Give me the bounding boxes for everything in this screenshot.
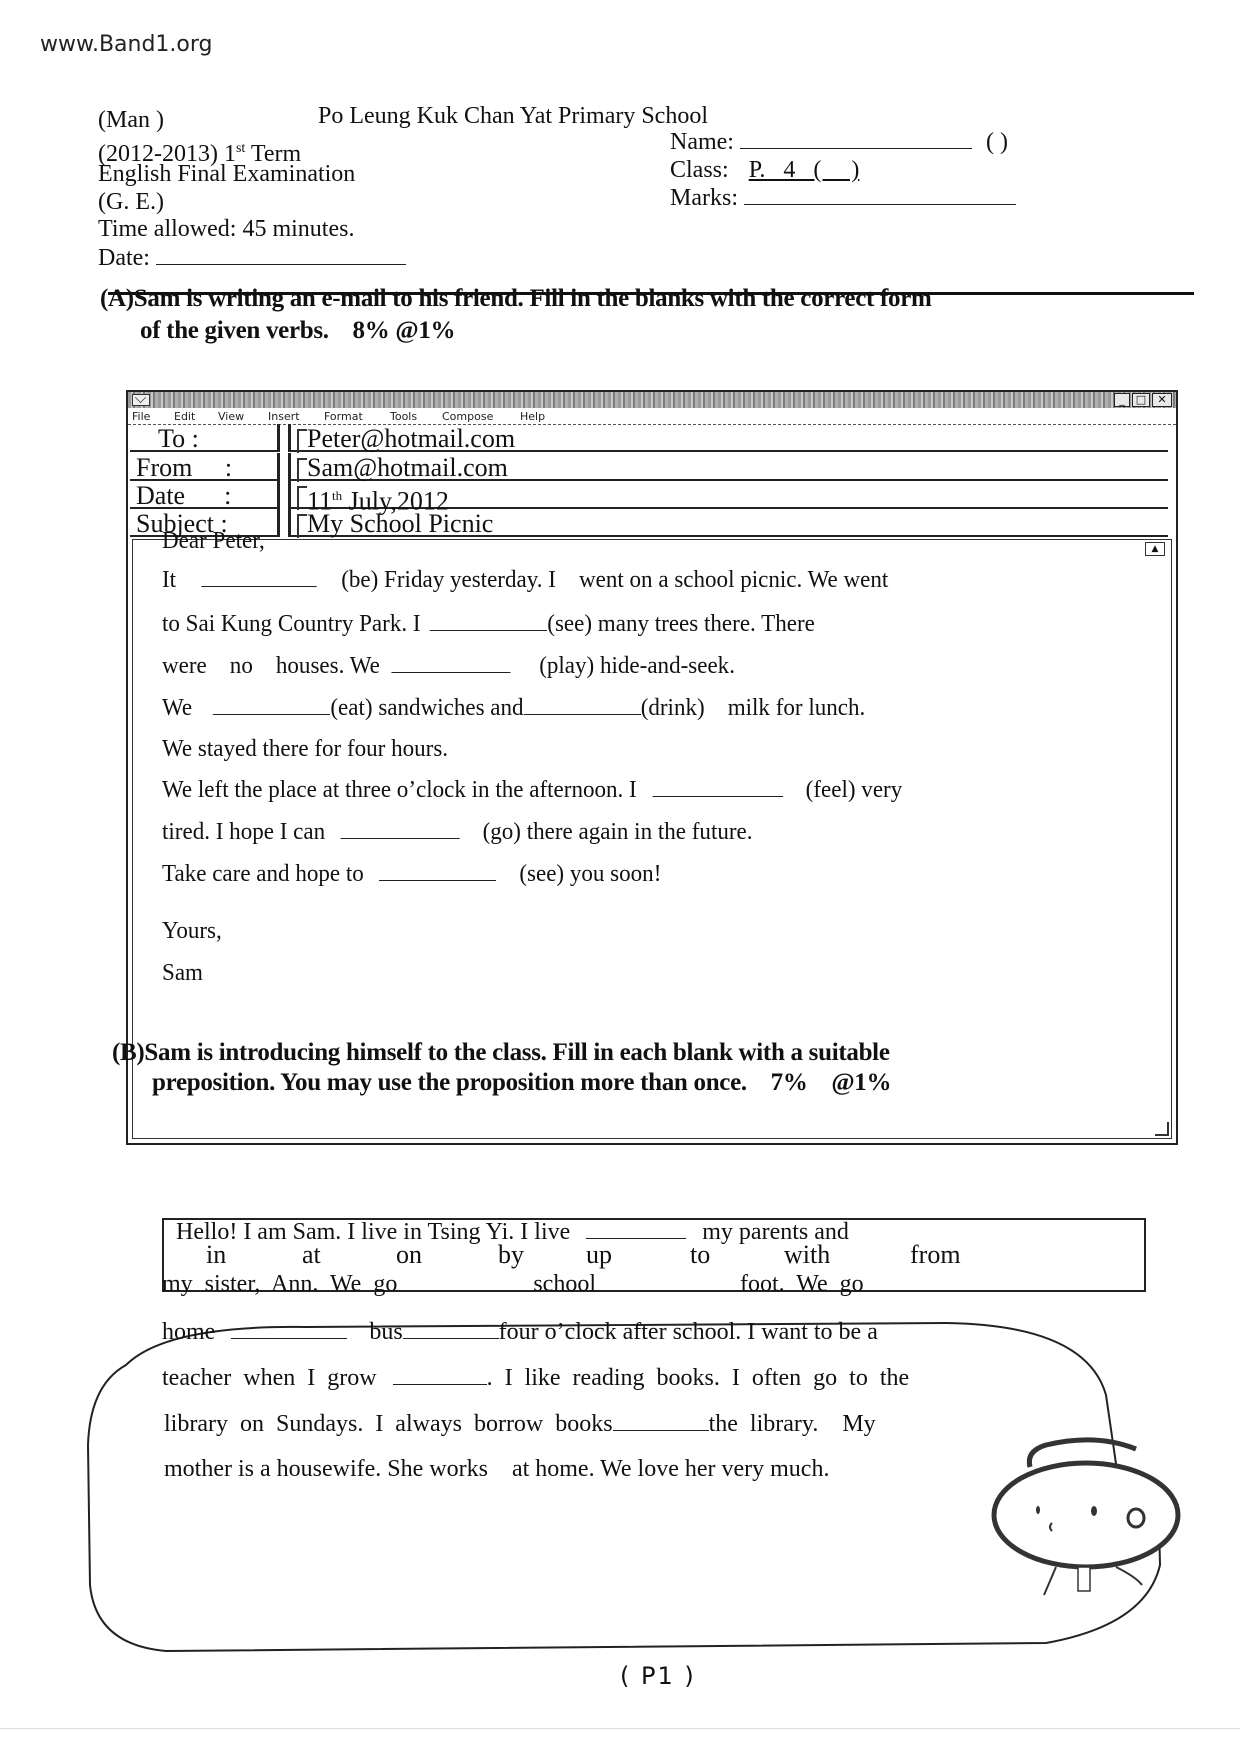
maximize-button[interactable]: □	[1132, 393, 1150, 407]
letter-line-6	[162, 776, 902, 804]
l7-text-b: (go) there again in the future.	[482, 819, 753, 845]
blank-p3b[interactable]	[403, 1318, 499, 1339]
from-row	[128, 453, 1176, 484]
l8-text-b: (see) you soon!	[519, 861, 662, 887]
blank-play[interactable]	[391, 652, 510, 673]
letter-line-7	[162, 818, 753, 846]
exam-code: (Man )	[98, 107, 164, 133]
l3-text-b: (play) hide-and-seek.	[539, 653, 735, 679]
page-number: ( P1 )	[620, 1662, 696, 1690]
date-label: Date :	[130, 481, 280, 509]
letter-closing: Yours,	[162, 918, 222, 944]
footer-divider	[0, 1728, 1240, 1729]
section-a-instruction-line1: (A)Sam is writing an e-mail to his friend. Fill in the blanks with the correct form	[100, 285, 932, 312]
date-field	[98, 244, 406, 273]
blank-p2a[interactable]	[397, 1270, 533, 1291]
letter-signature: Sam	[162, 960, 203, 986]
marks-blank[interactable]	[744, 186, 1016, 205]
passage-line-3	[162, 1318, 878, 1346]
resize-grip-icon[interactable]	[1155, 1122, 1169, 1136]
menu-file[interactable]: File	[132, 410, 151, 423]
section-b-instruction-line1: (B)Sam is introducing himself to the class. Fill in each blank with a suitable	[112, 1039, 890, 1066]
letter-greeting: Dear Peter,	[162, 528, 265, 554]
class-value: P. 4 ( )	[748, 157, 860, 183]
passage-line-5	[164, 1410, 876, 1438]
l6-text-a: We left the place at three o’clock in the afternoon. I	[162, 777, 637, 803]
letter-line-3	[162, 652, 735, 680]
class-number-paren: ( )	[985, 129, 1008, 155]
blank-go[interactable]	[340, 818, 459, 839]
letter-line-4	[162, 694, 865, 722]
p2-text-a: my sister, Ann. We go	[162, 1271, 398, 1297]
close-button[interactable]: ✕	[1152, 393, 1172, 407]
name-blank[interactable]	[740, 130, 972, 149]
p1-text-a: Hello! I am Sam. I live in Tsing Yi. I live	[176, 1219, 571, 1245]
p4-text-a: teacher when I grow	[162, 1365, 377, 1391]
word-by: by	[498, 1240, 524, 1269]
to-row	[128, 424, 1176, 455]
menu-edit[interactable]: Edit	[174, 410, 196, 423]
p3-text-c: four o’clock after school. I want to be a	[498, 1319, 878, 1345]
l1-text-b: (be) Friday yesterday. I went on a school picnic. We went	[341, 567, 889, 593]
l4-text-c: (drink) milk for lunch.	[640, 695, 866, 721]
section-b-instruction-line2: preposition. You may use the proposition more than once. 7% @1%	[152, 1069, 892, 1096]
word-at: at	[302, 1240, 321, 1269]
letter-line-5: We stayed there for four hours.	[162, 736, 449, 762]
p2-text-c: foot. We go	[740, 1271, 864, 1297]
letter-line-1	[162, 566, 888, 594]
marks-label: Marks:	[670, 185, 738, 211]
l2-text-a: to Sai Kung Country Park. I	[162, 611, 421, 637]
l4-text-b: (eat) sandwiches and	[330, 695, 524, 721]
menu-format[interactable]: Format	[324, 410, 363, 423]
blank-p5[interactable]	[613, 1410, 709, 1431]
blank-be[interactable]	[201, 566, 316, 587]
date-rest: July,2012	[342, 486, 449, 516]
letter-line-2	[162, 610, 815, 638]
l6-text-b: (feel) very	[805, 777, 903, 803]
date-label: Date:	[98, 245, 150, 271]
word-in: in	[206, 1240, 227, 1269]
word-from: from	[910, 1240, 961, 1269]
blank-drink[interactable]	[524, 694, 641, 715]
word-with: with	[784, 1240, 831, 1269]
p1-text-b: my parents and	[702, 1219, 849, 1245]
email-window	[126, 390, 1178, 1145]
passage-line-1	[176, 1218, 849, 1246]
to-label: To :	[130, 424, 280, 452]
marks-field	[670, 184, 1016, 213]
site-watermark: www.Band1.org	[40, 32, 213, 57]
blank-see-2[interactable]	[379, 860, 496, 881]
exam-level: (G. E.)	[98, 189, 164, 215]
subject-input[interactable]: My School Picnic	[288, 509, 1168, 537]
l2-text-b: (see) many trees there. There	[547, 611, 815, 637]
letter-line-8	[162, 860, 661, 888]
class-label: Class:	[670, 157, 729, 183]
menu-view[interactable]: View	[218, 410, 245, 423]
p4-text-b: . I like reading books. I often go to the	[486, 1365, 910, 1391]
boy-cartoon-icon	[994, 1440, 1178, 1595]
word-to: to	[690, 1240, 711, 1269]
menu-help[interactable]: Help	[520, 410, 546, 423]
year-term-text: (2012-2013) 1	[98, 141, 236, 167]
exam-title: English Final Examination	[98, 161, 356, 187]
p5-text-a: library on Sundays. I always borrow books	[164, 1411, 613, 1437]
blank-see-1[interactable]	[430, 610, 547, 631]
date-day: 11	[307, 486, 333, 516]
name-field	[670, 128, 1008, 157]
menu-tools[interactable]: Tools	[390, 410, 418, 423]
menu-bar	[128, 409, 1176, 425]
blank-p3a[interactable]	[231, 1318, 347, 1339]
date-blank[interactable]	[156, 246, 406, 265]
to-input[interactable]: Peter@hotmail.com	[288, 424, 1168, 452]
minimize-button[interactable]: _	[1114, 393, 1130, 407]
date-row	[128, 481, 1176, 516]
from-label: From :	[130, 453, 280, 481]
passage-line-6: mother is a housewife. She works at home. We love her very much.	[164, 1456, 830, 1482]
year-term-sup: st	[235, 141, 246, 156]
date-input[interactable]	[288, 481, 1168, 516]
name-label: Name:	[670, 129, 734, 155]
passage-line-2	[162, 1270, 864, 1298]
from-input[interactable]: Sam@hotmail.com	[288, 453, 1168, 481]
p2-text-b: school	[533, 1271, 596, 1297]
section-a-instruction-line2: of the given verbs. 8% @1%	[140, 317, 456, 344]
time-allowed: Time allowed: 45 minutes.	[98, 216, 355, 242]
menu-compose[interactable]: Compose	[442, 410, 494, 423]
blank-p4[interactable]	[393, 1364, 487, 1385]
p5-text-b: the library. My	[708, 1411, 876, 1437]
scroll-up-arrow-icon[interactable]: ▲	[1145, 542, 1165, 556]
blank-p2b[interactable]	[616, 1270, 740, 1291]
menu-insert[interactable]: Insert	[268, 410, 300, 423]
blank-p1[interactable]	[586, 1218, 686, 1239]
class-field	[670, 156, 859, 185]
p3-text-a: home	[162, 1319, 216, 1345]
l7-text-a: tired. I hope I can	[162, 819, 326, 845]
blank-eat[interactable]	[213, 694, 330, 715]
word-on: on	[396, 1240, 422, 1269]
subject-row	[128, 509, 1176, 540]
year-term-suffix: Term	[245, 141, 302, 167]
window-titlebar[interactable]	[128, 392, 1176, 408]
date-sup: th	[332, 488, 343, 503]
l8-text-a: Take care and hope to	[162, 861, 364, 887]
subject-label: Subject :	[130, 509, 280, 537]
p3-text-b: bus	[369, 1319, 403, 1345]
passage-line-4	[162, 1364, 909, 1392]
envelope-icon	[132, 394, 150, 406]
l4-text-a: We	[162, 695, 193, 721]
school-name: Po Leung Kuk Chan Yat Primary School	[318, 103, 708, 129]
word-up: up	[586, 1240, 612, 1269]
l1-text-a: It	[162, 567, 177, 593]
l3-text-a: were no houses. We	[162, 653, 380, 679]
blank-feel[interactable]	[652, 776, 783, 797]
